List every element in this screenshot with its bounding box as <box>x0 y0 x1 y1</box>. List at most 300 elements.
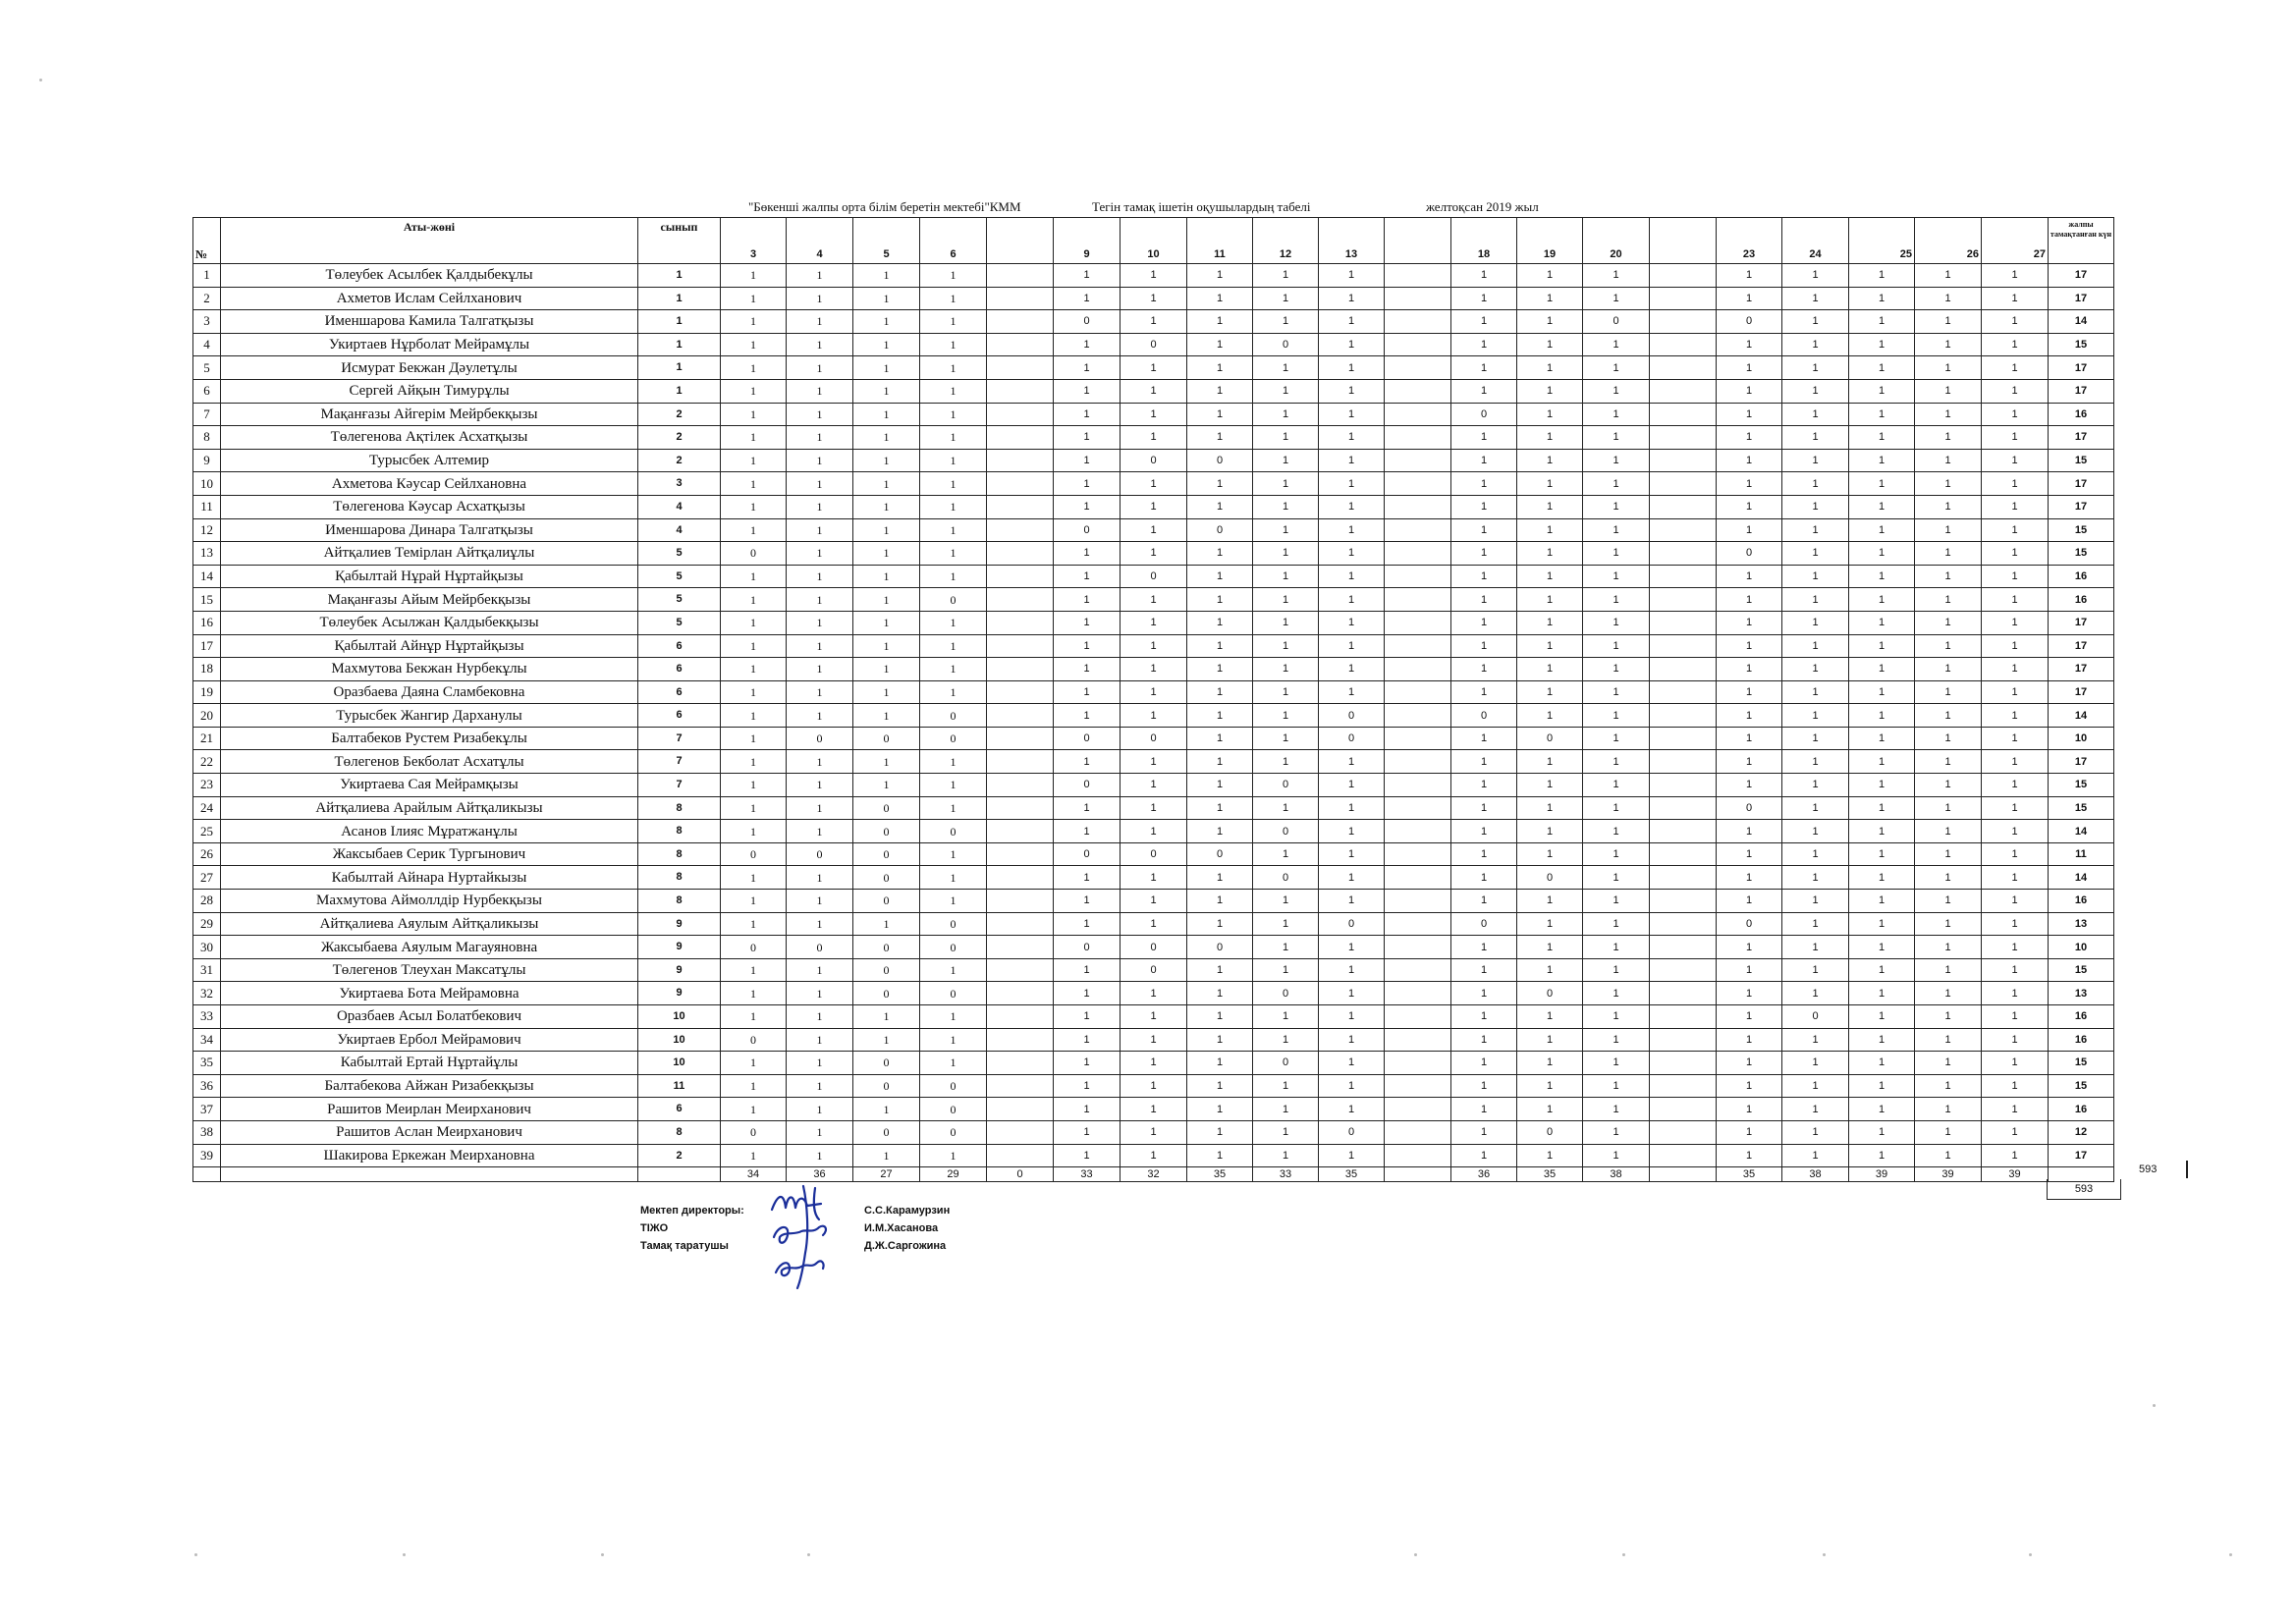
attendance-mark <box>987 1052 1054 1075</box>
attendance-mark: 1 <box>1187 704 1253 728</box>
attendance-mark: 1 <box>1782 727 1849 750</box>
attendance-mark: 1 <box>1451 356 1517 380</box>
table-row <box>193 565 2114 588</box>
row-number: 20 <box>193 704 221 728</box>
student-class: 1 <box>638 264 721 288</box>
student-name: Укиртаева Сая Мейрамқызы <box>221 774 638 797</box>
attendance-mark: 1 <box>1253 958 1319 982</box>
attendance-mark <box>987 936 1054 959</box>
student-class: 10 <box>638 1005 721 1029</box>
attendance-mark: 1 <box>1782 796 1849 820</box>
attendance-mark: 1 <box>1782 842 1849 866</box>
attendance-mark: 1 <box>1849 727 1915 750</box>
attendance-mark: 0 <box>1187 936 1253 959</box>
attendance-mark: 1 <box>721 1052 787 1075</box>
attendance-mark: 1 <box>1982 866 2049 890</box>
table-row <box>193 518 2114 542</box>
attendance-mark: 1 <box>1517 1028 1583 1052</box>
attendance-mark: 1 <box>1319 542 1385 566</box>
attendance-mark: 1 <box>1451 680 1517 704</box>
signature-role: Тамақ таратушы <box>640 1240 729 1252</box>
attendance-mark: 0 <box>1054 727 1121 750</box>
attendance-mark: 1 <box>920 774 987 797</box>
attendance-mark: 1 <box>1253 750 1319 774</box>
row-total: 11 <box>2049 842 2114 866</box>
attendance-mark: 1 <box>1915 1052 1982 1075</box>
attendance-mark: 1 <box>1517 842 1583 866</box>
table-row <box>193 310 2114 334</box>
attendance-mark: 1 <box>920 750 987 774</box>
attendance-mark: 1 <box>787 912 853 936</box>
attendance-mark: 1 <box>1915 1098 1982 1121</box>
attendance-mark: 1 <box>1717 287 1782 310</box>
attendance-mark: 1 <box>1187 912 1253 936</box>
column-header-day: 5 <box>853 218 920 264</box>
attendance-mark: 0 <box>1253 820 1319 843</box>
attendance-mark: 1 <box>1121 542 1187 566</box>
attendance-mark: 1 <box>1319 356 1385 380</box>
row-number: 28 <box>193 890 221 913</box>
attendance-mark: 1 <box>1982 356 2049 380</box>
attendance-mark: 1 <box>1253 264 1319 288</box>
row-number: 39 <box>193 1144 221 1167</box>
attendance-mark: 1 <box>1583 333 1650 356</box>
attendance-mark: 1 <box>1451 495 1517 518</box>
attendance-mark: 1 <box>1915 727 1982 750</box>
attendance-mark: 0 <box>721 936 787 959</box>
attendance-mark <box>1385 426 1451 450</box>
attendance-mark: 1 <box>1915 634 1982 658</box>
attendance-mark: 1 <box>1253 1144 1319 1167</box>
student-class: 5 <box>638 565 721 588</box>
student-name: Шакирова Еркежан Меирхановна <box>221 1144 638 1167</box>
attendance-mark: 1 <box>1253 842 1319 866</box>
attendance-mark: 1 <box>1253 796 1319 820</box>
attendance-mark: 1 <box>721 611 787 634</box>
attendance-mark: 1 <box>920 356 987 380</box>
day-sum: 33 <box>1054 1167 1121 1182</box>
attendance-mark: 1 <box>721 356 787 380</box>
attendance-mark: 1 <box>1517 565 1583 588</box>
attendance-mark: 1 <box>1121 1005 1187 1029</box>
attendance-mark: 1 <box>1782 1052 1849 1075</box>
attendance-mark: 1 <box>1583 403 1650 426</box>
attendance-mark: 1 <box>1849 1052 1915 1075</box>
row-total: 17 <box>2049 495 2114 518</box>
attendance-mark: 1 <box>1982 936 2049 959</box>
attendance-mark: 1 <box>1517 542 1583 566</box>
attendance-mark: 0 <box>721 542 787 566</box>
row-total: 16 <box>2049 588 2114 612</box>
attendance-mark: 1 <box>1782 264 1849 288</box>
table-row <box>193 820 2114 843</box>
attendance-mark <box>1385 310 1451 334</box>
row-total: 13 <box>2049 912 2114 936</box>
attendance-mark <box>1650 704 1717 728</box>
table-row <box>193 982 2114 1005</box>
attendance-mark: 1 <box>1782 982 1849 1005</box>
attendance-mark: 1 <box>721 958 787 982</box>
row-number: 24 <box>193 796 221 820</box>
row-number: 26 <box>193 842 221 866</box>
attendance-mark: 1 <box>1849 1144 1915 1167</box>
attendance-mark: 1 <box>1451 1144 1517 1167</box>
attendance-mark: 1 <box>1583 1098 1650 1121</box>
attendance-mark: 1 <box>920 611 987 634</box>
attendance-mark: 0 <box>853 1074 920 1098</box>
attendance-mark: 1 <box>1187 634 1253 658</box>
attendance-mark: 1 <box>1717 936 1782 959</box>
attendance-mark: 1 <box>721 287 787 310</box>
attendance-mark: 1 <box>1054 1028 1121 1052</box>
attendance-mark: 1 <box>787 750 853 774</box>
row-number: 12 <box>193 518 221 542</box>
attendance-mark: 1 <box>721 866 787 890</box>
attendance-mark <box>1385 449 1451 472</box>
row-total: 17 <box>2049 472 2114 496</box>
attendance-mark <box>1650 310 1717 334</box>
attendance-mark: 1 <box>1187 565 1253 588</box>
attendance-mark: 1 <box>1054 1144 1121 1167</box>
attendance-mark: 1 <box>1253 426 1319 450</box>
attendance-mark <box>987 1144 1054 1167</box>
attendance-mark: 1 <box>1717 588 1782 612</box>
row-number: 7 <box>193 403 221 426</box>
attendance-mark: 1 <box>1782 449 1849 472</box>
attendance-mark: 1 <box>1915 982 1982 1005</box>
attendance-mark: 1 <box>853 264 920 288</box>
school-title: "Бөкеншi жалпы орта бiлiм беретiн мектебi"КММ <box>748 199 1021 214</box>
student-name: Махмутова Бекжан Нурбекұлы <box>221 658 638 681</box>
attendance-mark: 0 <box>787 727 853 750</box>
attendance-mark: 1 <box>1253 1120 1319 1144</box>
attendance-mark: 1 <box>1319 796 1385 820</box>
attendance-mark: 1 <box>1517 912 1583 936</box>
day-sum: 35 <box>1319 1167 1385 1182</box>
attendance-mark: 1 <box>1583 634 1650 658</box>
row-total: 15 <box>2049 542 2114 566</box>
column-header-day: 26 <box>1915 218 1982 264</box>
attendance-mark <box>1650 958 1717 982</box>
attendance-mark: 1 <box>1054 611 1121 634</box>
attendance-mark: 1 <box>1253 611 1319 634</box>
attendance-mark: 1 <box>1054 1074 1121 1098</box>
attendance-mark: 1 <box>787 495 853 518</box>
attendance-mark <box>987 588 1054 612</box>
student-class: 9 <box>638 912 721 936</box>
attendance-mark: 1 <box>1121 356 1187 380</box>
attendance-mark: 1 <box>1849 588 1915 612</box>
attendance-mark: 1 <box>1717 774 1782 797</box>
attendance-mark: 1 <box>1187 658 1253 681</box>
attendance-mark: 1 <box>1187 542 1253 566</box>
attendance-mark: 1 <box>1253 287 1319 310</box>
attendance-mark: 0 <box>1121 727 1187 750</box>
attendance-mark <box>1650 890 1717 913</box>
attendance-mark: 1 <box>1253 1074 1319 1098</box>
attendance-mark: 1 <box>1319 565 1385 588</box>
attendance-mark: 1 <box>1054 379 1121 403</box>
attendance-mark: 1 <box>787 704 853 728</box>
row-total: 16 <box>2049 890 2114 913</box>
attendance-mark: 1 <box>1121 472 1187 496</box>
attendance-mark: 1 <box>920 426 987 450</box>
attendance-mark: 1 <box>1717 611 1782 634</box>
attendance-mark: 1 <box>1319 287 1385 310</box>
attendance-mark: 1 <box>1583 704 1650 728</box>
attendance-mark: 1 <box>721 774 787 797</box>
attendance-mark: 1 <box>920 866 987 890</box>
attendance-mark: 1 <box>1915 1074 1982 1098</box>
attendance-mark <box>987 796 1054 820</box>
attendance-mark: 1 <box>1319 890 1385 913</box>
attendance-mark: 0 <box>1054 842 1121 866</box>
day-sum: 35 <box>1187 1167 1253 1182</box>
attendance-mark <box>1650 1028 1717 1052</box>
column-header-day: 6 <box>920 218 987 264</box>
attendance-mark: 1 <box>1915 426 1982 450</box>
student-name: Махмутова Аймоллдір Нурбекқызы <box>221 890 638 913</box>
row-total: 15 <box>2049 1052 2114 1075</box>
attendance-mark <box>1650 1098 1717 1121</box>
attendance-mark: 1 <box>787 658 853 681</box>
attendance-mark: 0 <box>1717 796 1782 820</box>
attendance-mark: 1 <box>1915 542 1982 566</box>
attendance-mark: 1 <box>1915 796 1982 820</box>
attendance-mark: 1 <box>1982 611 2049 634</box>
attendance-mark: 1 <box>1982 565 2049 588</box>
attendance-mark: 1 <box>1054 426 1121 450</box>
attendance-mark: 1 <box>1583 796 1650 820</box>
attendance-mark: 1 <box>1915 774 1982 797</box>
attendance-mark: 1 <box>1054 866 1121 890</box>
attendance-mark: 1 <box>1982 820 2049 843</box>
attendance-mark: 1 <box>1915 680 1982 704</box>
attendance-mark <box>987 611 1054 634</box>
attendance-mark: 1 <box>1982 750 2049 774</box>
table-row <box>193 356 2114 380</box>
attendance-mark: 1 <box>1054 287 1121 310</box>
attendance-mark <box>1385 403 1451 426</box>
attendance-mark: 1 <box>1849 1074 1915 1098</box>
attendance-mark: 1 <box>787 796 853 820</box>
attendance-mark: 0 <box>1517 982 1583 1005</box>
attendance-mark: 0 <box>853 890 920 913</box>
attendance-mark: 1 <box>1717 1120 1782 1144</box>
row-number: 33 <box>193 1005 221 1029</box>
attendance-mark: 1 <box>1121 1074 1187 1098</box>
attendance-mark: 1 <box>1253 704 1319 728</box>
attendance-mark <box>1650 426 1717 450</box>
table-row <box>193 796 2114 820</box>
attendance-mark: 1 <box>853 333 920 356</box>
day-sum: 36 <box>787 1167 853 1182</box>
student-name: Кабылтай Ертай Нұртайұлы <box>221 1052 638 1075</box>
attendance-mark: 1 <box>721 379 787 403</box>
row-total: 17 <box>2049 356 2114 380</box>
table-row <box>193 449 2114 472</box>
student-name: Төлеубек Асылбек Қалдыбекұлы <box>221 264 638 288</box>
attendance-mark: 1 <box>1451 958 1517 982</box>
attendance-mark: 1 <box>920 495 987 518</box>
attendance-mark: 1 <box>721 403 787 426</box>
attendance-mark: 0 <box>853 1052 920 1075</box>
attendance-mark <box>1650 449 1717 472</box>
attendance-mark <box>987 472 1054 496</box>
student-name: Балтабеков Рустем Ризабекұлы <box>221 727 638 750</box>
attendance-mark: 1 <box>787 1074 853 1098</box>
attendance-mark: 1 <box>1717 866 1782 890</box>
student-class: 1 <box>638 356 721 380</box>
attendance-mark: 1 <box>1717 820 1782 843</box>
attendance-mark <box>1650 774 1717 797</box>
attendance-mark: 1 <box>721 310 787 334</box>
attendance-mark: 1 <box>853 449 920 472</box>
attendance-mark: 1 <box>1982 1144 2049 1167</box>
attendance-mark <box>987 1005 1054 1029</box>
attendance-mark <box>1650 658 1717 681</box>
attendance-mark: 1 <box>1915 449 1982 472</box>
attendance-mark: 1 <box>1717 1098 1782 1121</box>
attendance-mark: 1 <box>1849 518 1915 542</box>
attendance-mark: 1 <box>853 1144 920 1167</box>
attendance-mark: 1 <box>1583 1120 1650 1144</box>
attendance-mark <box>1385 264 1451 288</box>
attendance-mark: 1 <box>1583 820 1650 843</box>
sums-empty-cell <box>193 1167 221 1182</box>
attendance-mark: 0 <box>1319 727 1385 750</box>
attendance-mark: 1 <box>1782 774 1849 797</box>
attendance-mark <box>1650 1074 1717 1098</box>
attendance-mark: 1 <box>1915 658 1982 681</box>
attendance-mark: 1 <box>920 796 987 820</box>
attendance-mark: 1 <box>1849 426 1915 450</box>
attendance-mark: 0 <box>920 982 987 1005</box>
student-class: 11 <box>638 1074 721 1098</box>
sums-empty-cell <box>221 1167 638 1182</box>
attendance-mark: 1 <box>721 588 787 612</box>
attendance-mark: 1 <box>1982 403 2049 426</box>
attendance-mark <box>987 680 1054 704</box>
attendance-mark: 1 <box>1054 1005 1121 1029</box>
row-number: 5 <box>193 356 221 380</box>
attendance-mark: 1 <box>787 403 853 426</box>
attendance-mark: 1 <box>721 727 787 750</box>
attendance-mark: 1 <box>1782 403 1849 426</box>
student-name: Жаксыбаева Аяулым Магауяновна <box>221 936 638 959</box>
attendance-mark: 0 <box>853 842 920 866</box>
signature-role: Мектеп директоры: <box>640 1205 744 1217</box>
student-class: 5 <box>638 611 721 634</box>
attendance-mark: 1 <box>1717 1052 1782 1075</box>
attendance-mark: 1 <box>1915 356 1982 380</box>
row-total: 10 <box>2049 936 2114 959</box>
attendance-mark: 1 <box>1253 518 1319 542</box>
attendance-mark: 1 <box>1782 472 1849 496</box>
student-class: 8 <box>638 890 721 913</box>
attendance-mark: 1 <box>1782 890 1849 913</box>
attendance-mark: 1 <box>1187 1098 1253 1121</box>
student-name: Оразбаева Даяна Сламбековна <box>221 680 638 704</box>
attendance-mark: 1 <box>721 565 787 588</box>
attendance-mark <box>1650 982 1717 1005</box>
attendance-mark: 1 <box>1583 1028 1650 1052</box>
attendance-mark: 1 <box>1517 658 1583 681</box>
attendance-mark: 1 <box>1517 611 1583 634</box>
attendance-mark: 1 <box>1982 588 2049 612</box>
attendance-mark: 1 <box>1187 356 1253 380</box>
attendance-mark: 1 <box>1782 820 1849 843</box>
row-number: 38 <box>193 1120 221 1144</box>
attendance-mark <box>1385 820 1451 843</box>
attendance-mark: 1 <box>1982 449 2049 472</box>
attendance-mark: 1 <box>1121 658 1187 681</box>
attendance-mark: 1 <box>1121 890 1187 913</box>
table-row <box>193 1028 2114 1052</box>
attendance-mark: 1 <box>1451 1074 1517 1098</box>
attendance-mark: 0 <box>1054 774 1121 797</box>
attendance-mark <box>1385 704 1451 728</box>
attendance-mark <box>1385 750 1451 774</box>
attendance-mark: 1 <box>1583 518 1650 542</box>
row-number: 18 <box>193 658 221 681</box>
table-row <box>193 727 2114 750</box>
attendance-mark <box>1385 796 1451 820</box>
attendance-mark: 1 <box>1451 310 1517 334</box>
column-header-day: 25 <box>1849 218 1915 264</box>
attendance-mark: 1 <box>1451 796 1517 820</box>
attendance-mark: 1 <box>1849 356 1915 380</box>
student-class: 6 <box>638 704 721 728</box>
student-class: 1 <box>638 310 721 334</box>
attendance-mark: 1 <box>1253 565 1319 588</box>
attendance-mark: 1 <box>1849 774 1915 797</box>
attendance-mark: 1 <box>1717 449 1782 472</box>
student-class: 9 <box>638 958 721 982</box>
day-sum: 38 <box>1782 1167 1849 1182</box>
attendance-mark: 0 <box>1253 1052 1319 1075</box>
attendance-mark <box>1650 727 1717 750</box>
day-sum <box>1385 1167 1451 1182</box>
attendance-mark <box>987 1028 1054 1052</box>
attendance-mark: 1 <box>1187 820 1253 843</box>
attendance-mark: 1 <box>1121 310 1187 334</box>
attendance-mark: 1 <box>1187 264 1253 288</box>
attendance-mark: 1 <box>1451 264 1517 288</box>
attendance-mark: 0 <box>1253 866 1319 890</box>
student-class: 1 <box>638 379 721 403</box>
attendance-mark: 0 <box>1717 912 1782 936</box>
attendance-mark: 1 <box>1451 890 1517 913</box>
attendance-mark: 1 <box>1187 310 1253 334</box>
attendance-mark: 0 <box>853 982 920 1005</box>
attendance-mark: 1 <box>1319 982 1385 1005</box>
attendance-mark: 0 <box>1054 518 1121 542</box>
attendance-mark: 1 <box>1583 658 1650 681</box>
attendance-mark: 1 <box>1451 936 1517 959</box>
attendance-mark: 1 <box>1782 704 1849 728</box>
attendance-mark: 1 <box>1054 1120 1121 1144</box>
student-name: Ахметова Кәусар Сейлхановна <box>221 472 638 496</box>
row-total: 14 <box>2049 310 2114 334</box>
attendance-mark: 1 <box>1583 680 1650 704</box>
row-total: 15 <box>2049 1074 2114 1098</box>
attendance-mark: 1 <box>1982 264 2049 288</box>
attendance-mark: 1 <box>920 890 987 913</box>
table-row <box>193 1120 2114 1144</box>
column-header-day: 27 <box>1982 218 2049 264</box>
attendance-mark: 1 <box>920 1005 987 1029</box>
